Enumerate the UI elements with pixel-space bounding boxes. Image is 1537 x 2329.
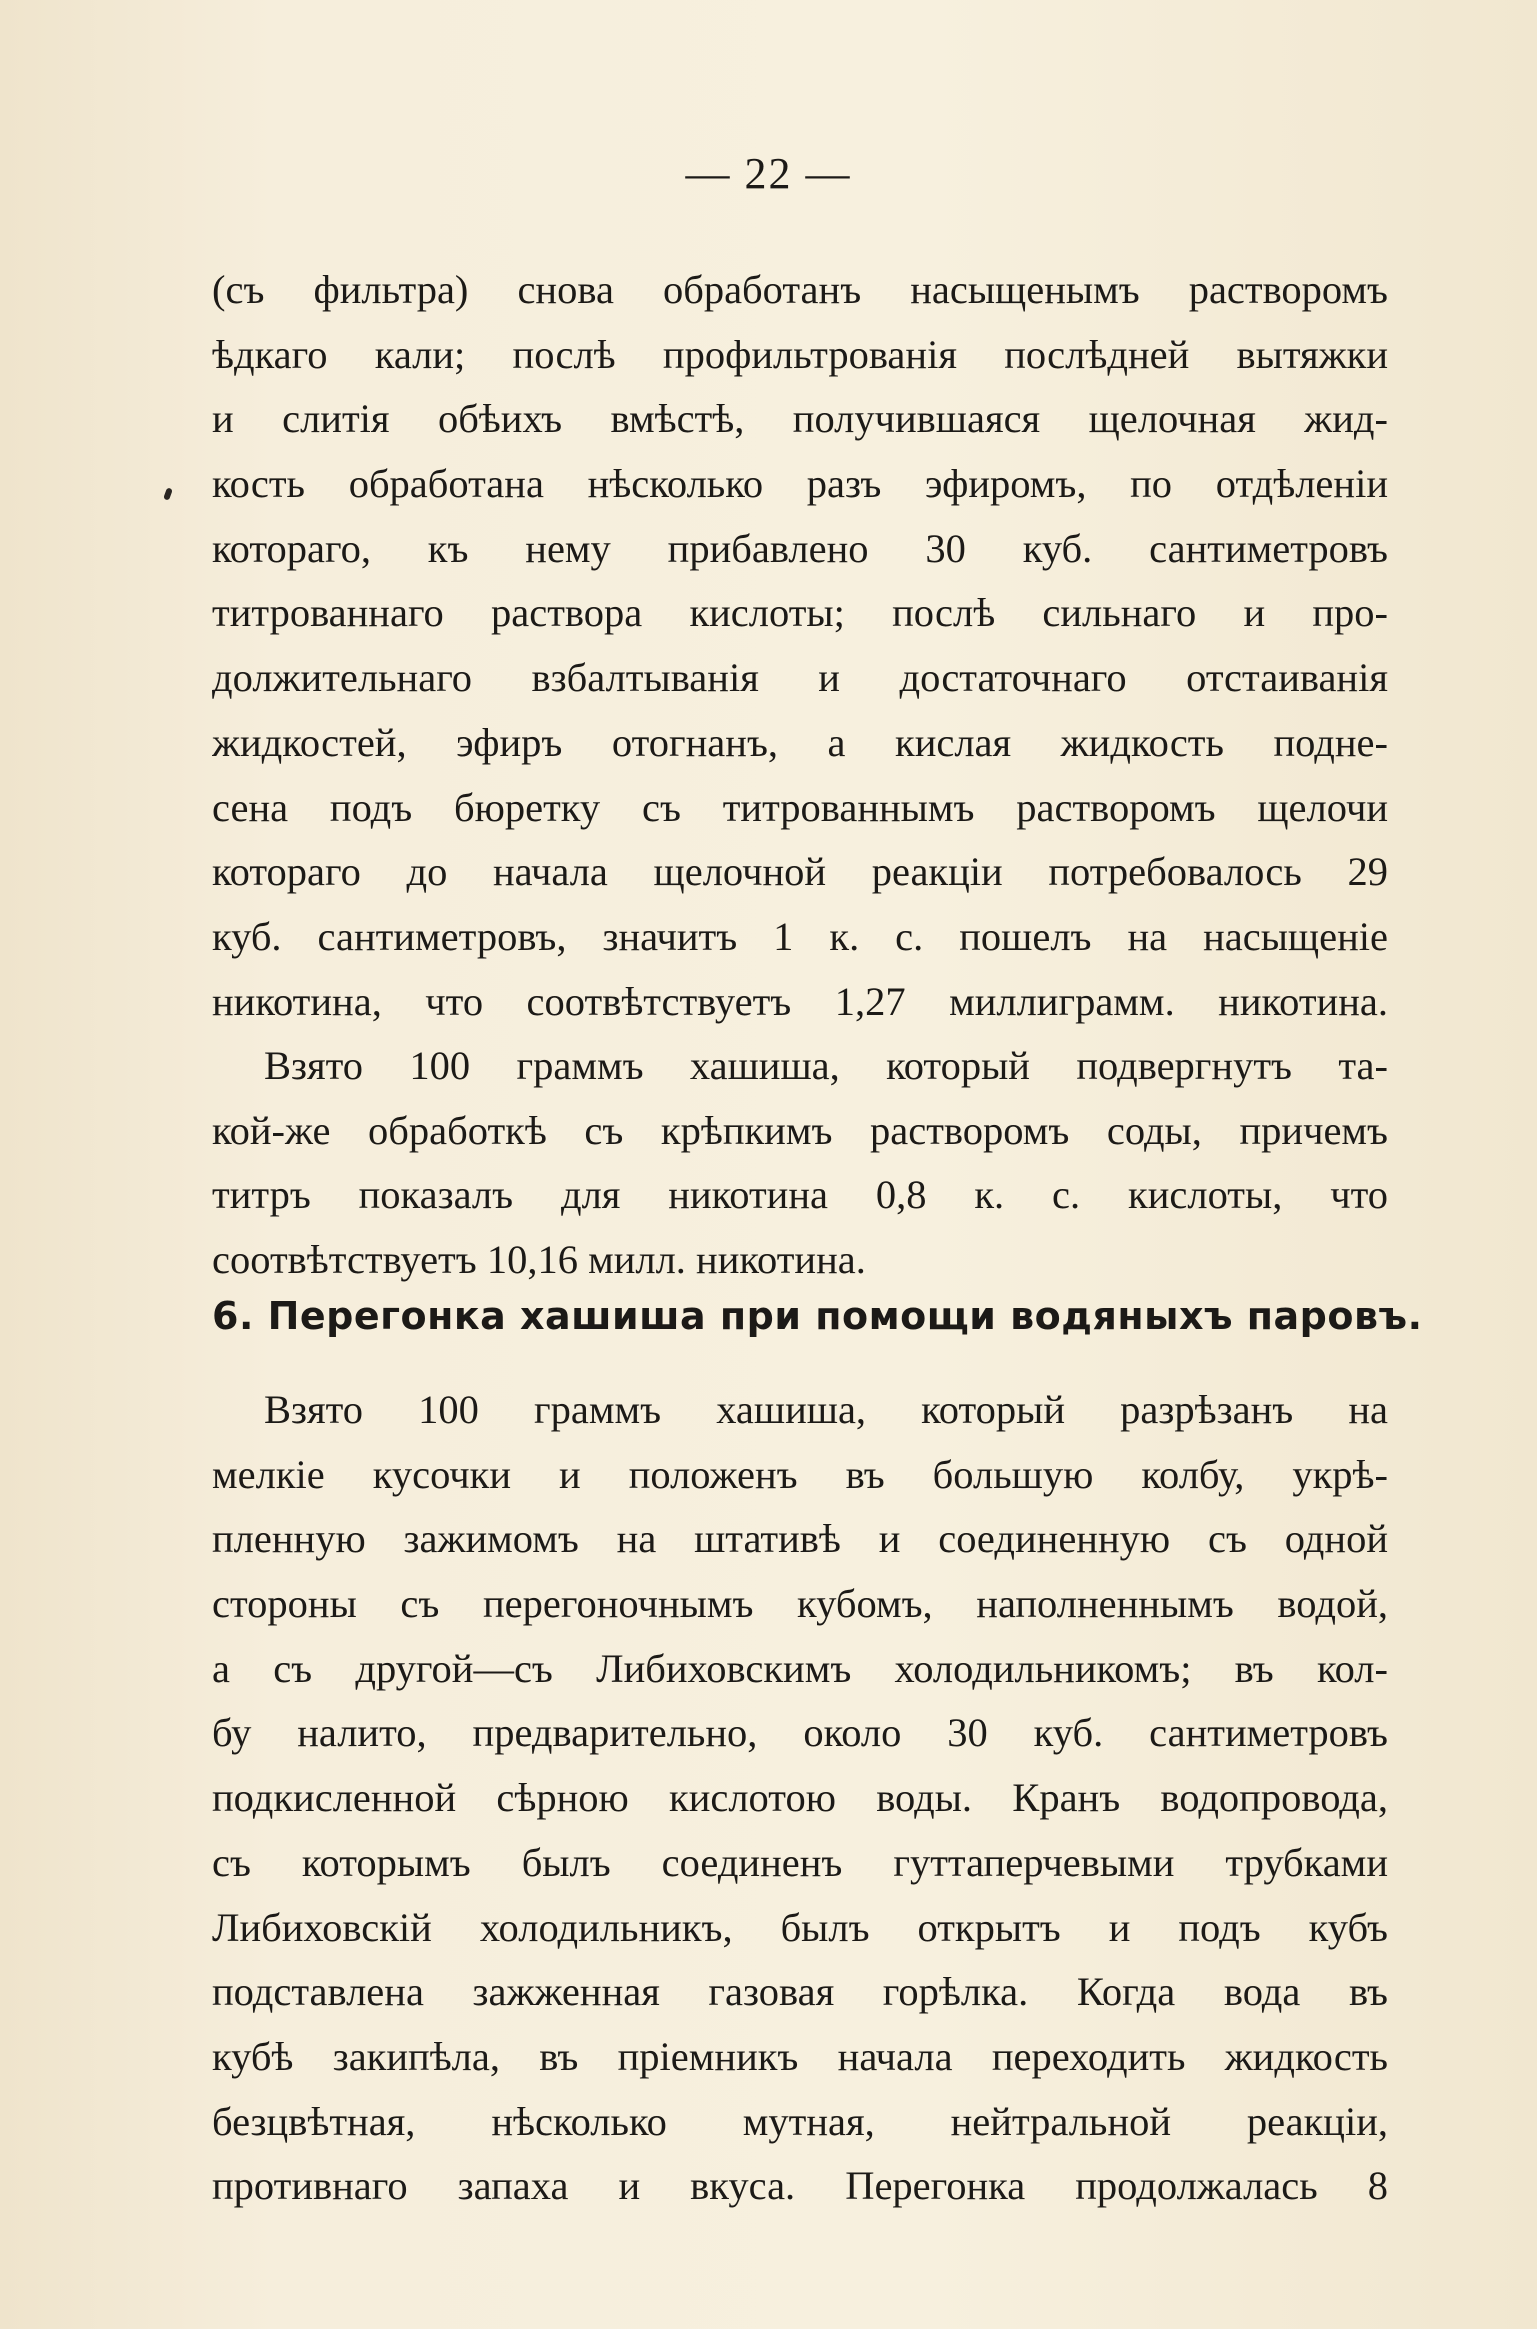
text-line: подкисленной сѣрною кислотою воды. Кранъ водопровода, [212, 1775, 1388, 1821]
text-line: должительнаго взбалтыванія и достаточнаго отстаиванія [212, 655, 1388, 701]
text-line: ѣдкаго кали; послѣ профильтрованія послѣдней вытяжки [212, 331, 1388, 377]
text-line: безцвѣтная, нѣсколько мутная, нейтральной реакціи, [212, 2098, 1388, 2144]
text-line: Либиховскій холодильникъ, былъ открытъ и подъ кубъ [212, 1904, 1388, 1950]
text-line: подставлена зажженная газовая горѣлка. Когда вода въ [212, 1969, 1388, 2015]
text-line: бу налито, предварительно, около 30 куб. сантиметровъ [212, 1710, 1388, 1756]
text-line: Взято 100 граммъ хашиша, который подвергнутъ та- [264, 1043, 1388, 1088]
section-heading: 6. Перегонка хашиша при помощи водяныхъ паровъ. [212, 1294, 1423, 1338]
page-number: — 22 — [685, 149, 852, 198]
text-line: титрованнаго раствора кислоты; послѣ сильнаго и про- [212, 590, 1388, 636]
text-line: противнаго запаха и вкуса. Перегонка продолжалась 8 [212, 2163, 1388, 2209]
paragraph-distillation [212, 1378, 1388, 2219]
text-line: кубѣ закипѣла, въ пріемникъ начала переходить жидкость [212, 2033, 1388, 2079]
text-line: (съ фильтра) снова обработанъ насыщенымъ растворомъ [212, 267, 1388, 312]
text-line: соотвѣтствуетъ 10,16 милл. никотина. [212, 1237, 866, 1283]
text-line: кой-же обработкѣ съ крѣпкимъ растворомъ соды, причемъ [212, 1107, 1388, 1153]
text-line: и слитія обѣихъ вмѣстѣ, получившаяся щелочная жид- [212, 396, 1388, 442]
text-line: Взято 100 граммъ хашиша, который разрѣзанъ на [264, 1387, 1388, 1432]
paragraph-sample-two [212, 1034, 1388, 1293]
text-line: куб. сантиметровъ, значитъ 1 к. с. пошелъ на насыщеніе [212, 913, 1388, 959]
text-line: котораго, къ нему прибавлено 30 куб. сантиметровъ [212, 525, 1388, 571]
text-line: пленную зажимомъ на штативѣ и соединенную съ одной [212, 1516, 1388, 1562]
text-line: котораго до начала щелочной реакціи потребовалось 29 [212, 849, 1388, 895]
paragraph-continuation [212, 258, 1388, 1034]
text-line: стороны съ перегоночнымъ кубомъ, наполненнымъ водой, [212, 1581, 1388, 1627]
text-line: никотина, что соотвѣтствуетъ 1,27 миллиграмм. никотина. [212, 978, 1388, 1024]
text-line: титръ показалъ для никотина 0,8 к. с. кислоты, что [212, 1172, 1388, 1218]
text-line: кость обработана нѣсколько разъ эфиромъ, по отдѣленіи [212, 461, 1388, 507]
ink-mark [163, 487, 173, 500]
text-line: сена подъ бюретку съ титрованнымъ растворомъ щелочи [212, 784, 1388, 830]
text-line: а съ другой—съ Либиховскимъ холодильникомъ; въ кол- [212, 1645, 1388, 1691]
text-line: мелкіе кусочки и положенъ въ большую колбу, укрѣ- [212, 1451, 1388, 1497]
text-line: съ которымъ былъ соединенъ гуттаперчевыми трубками [212, 1839, 1388, 1885]
text-line: жидкостей, эфиръ отогнанъ, а кислая жидкость подне- [212, 719, 1388, 765]
